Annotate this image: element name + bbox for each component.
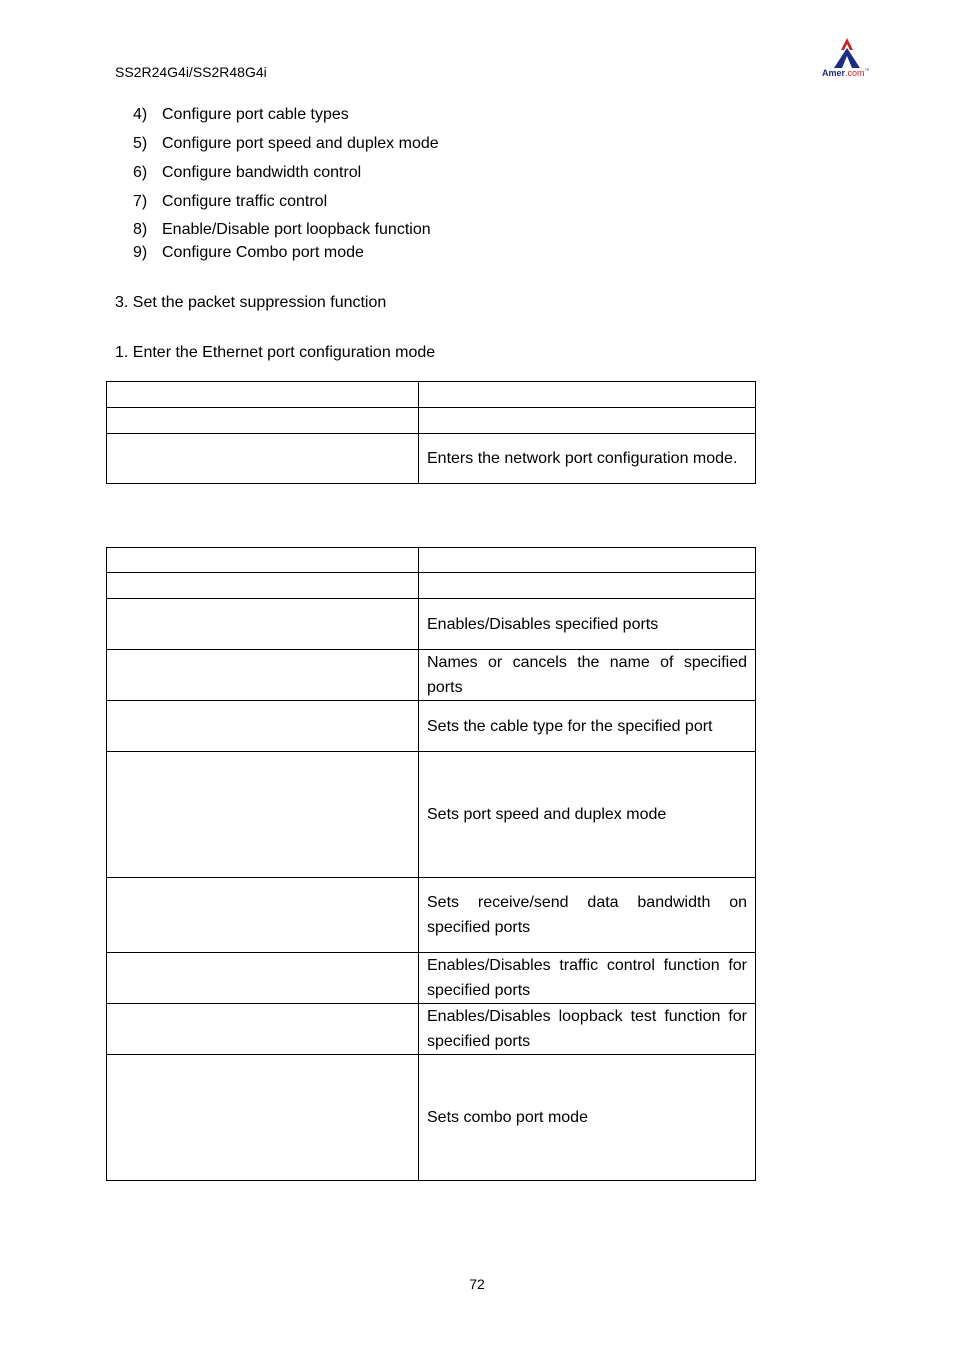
section-suppression: 3. Set the packet suppression function [115,294,387,311]
table-row [107,701,756,752]
table-cell-explanation: Sets combo port mode [419,1055,756,1181]
list-item-text: Configure port cable types [162,106,349,123]
logo-suffix: .com [845,68,865,78]
list-item [133,193,327,211]
table-cell-command [107,878,419,953]
table-cell-command [107,650,419,701]
table-row [107,434,756,484]
table-cell-command [107,752,419,878]
table-cell-explanation: Sets the cable type for the specified port [419,701,756,752]
table-row [107,573,756,599]
table-cell-explanation: Enters the network port configuration mode. [419,434,756,484]
table-cell-command [107,382,419,408]
table-cell-explanation [419,382,756,408]
table-cell-explanation: Enables/Disables traffic control function for specified ports [419,953,756,1004]
list-item-text: Configure port speed and duplex mode [162,135,439,152]
table-row [107,548,756,573]
table-row [107,1055,756,1181]
list-item-number: 4) [133,106,148,123]
table-row [107,878,756,953]
list-item-number: 8) [133,221,148,238]
header-model: SS2R24G4i/SS2R48G4i [115,64,267,80]
list-item-text: Enable/Disable port loopback function [162,221,431,238]
table-cell-command [107,701,419,752]
list-item-number: 7) [133,193,148,210]
table-cell-explanation: Sets receive/send data bandwidth on specified ports [419,878,756,953]
list-item-number: 6) [133,164,148,181]
table-cell-explanation: Enables/Disables specified ports [419,599,756,650]
table-row [107,953,756,1004]
table-cell-command [107,1004,419,1055]
table-cell-command [107,548,419,573]
section-enter-mode: 1. Enter the Ethernet port configuration mode [115,344,436,361]
table-cell-explanation [419,573,756,599]
list-item [133,164,361,182]
table-cell-command [107,599,419,650]
list-item [133,221,431,239]
table-row [107,752,756,878]
table-row [107,408,756,434]
amer-logo [818,36,878,82]
table-cell-explanation: Names or cancels the name of specified ports [419,650,756,701]
table-cell-command [107,434,419,484]
list-item-text: Configure Combo port mode [162,244,364,261]
table-cell-command [107,953,419,1004]
list-item [133,106,349,124]
list-item [133,244,364,262]
table-cell-command [107,1055,419,1181]
table-cell-explanation [419,408,756,434]
table-row [107,650,756,701]
table-cell-command [107,408,419,434]
list-item-number: 9) [133,244,148,261]
table-cell-explanation [419,548,756,573]
table-row [107,1004,756,1055]
logo-tm: ™ [864,68,870,74]
list-item-number: 5) [133,135,148,152]
table-row [107,382,756,408]
list-item-text: Configure traffic control [162,193,328,210]
command-table-1 [106,381,756,484]
logo-mark-icon [818,36,878,68]
table-cell-explanation: Sets port speed and duplex mode [419,752,756,878]
table-cell-explanation: Enables/Disables loopback test function for specified ports [419,1004,756,1055]
logo-text: Amer [822,68,846,78]
table-cell-command [107,573,419,599]
command-table-2 [106,547,756,1181]
table-row [107,599,756,650]
list-item [133,135,439,153]
list-item-text: Configure bandwidth control [162,164,362,181]
page-number: 72 [469,1276,485,1292]
